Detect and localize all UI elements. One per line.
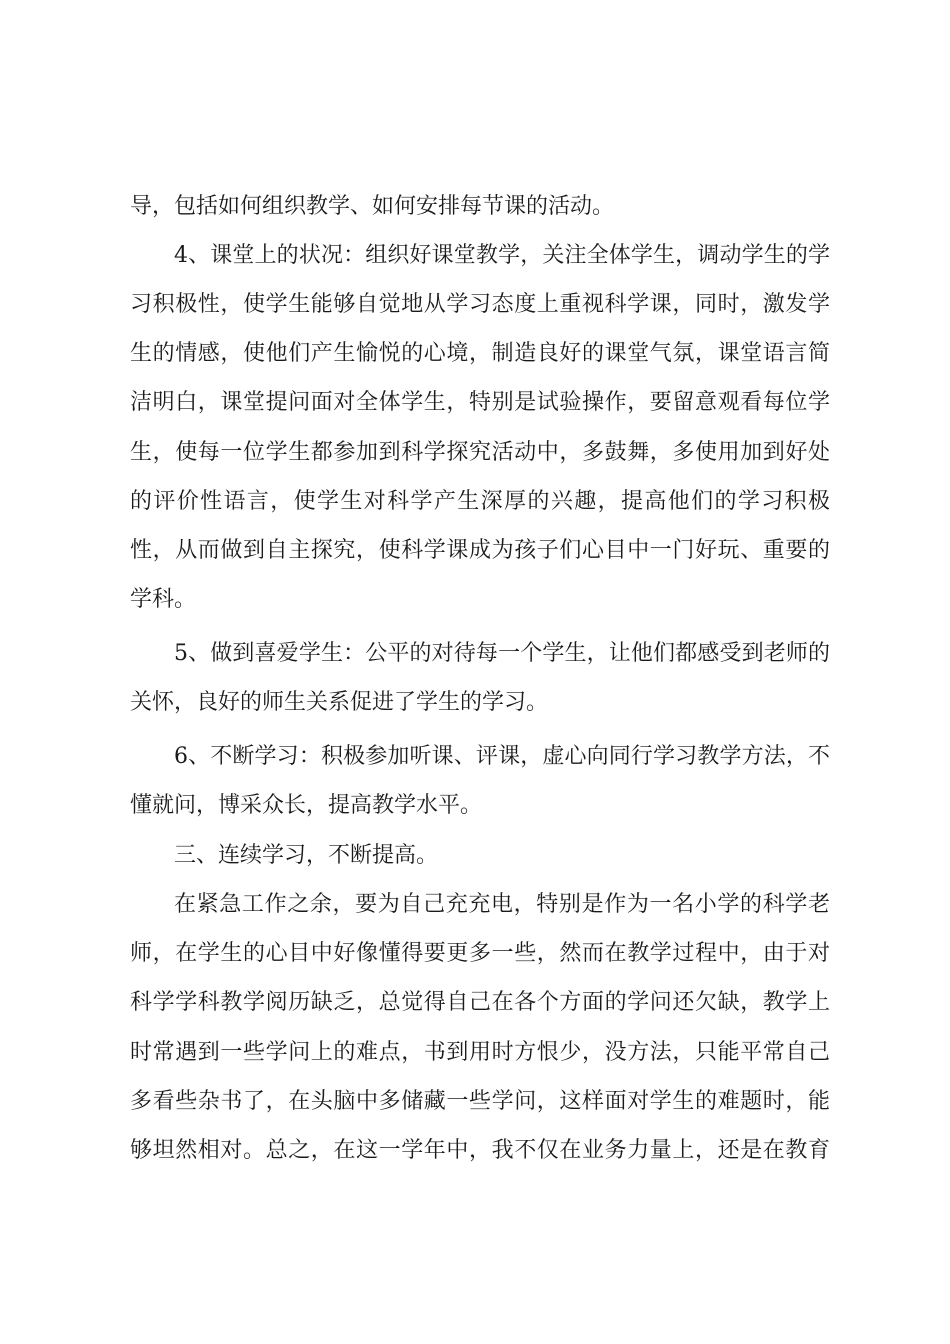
text-line: 关怀，良好的师生关系促进了学生的学习。	[130, 690, 549, 715]
text-line: 多看些杂书了，在头脑中多储藏一些学问，这样面对学生的难题时，能	[130, 1089, 830, 1114]
text-line: 懂就问，博采众长，提高教学水平。	[130, 793, 483, 818]
text-line: 师，在学生的心目中好像懂得要更多一些，然而在教学过程中，由于对	[130, 941, 830, 966]
text-line: 生，使每一位学生都参加到科学探究活动中，多鼓舞，多使用加到好处	[130, 440, 830, 465]
text-line: 时常遇到一些学问上的难点，书到用时方恨少，没方法，只能平常自己	[130, 1040, 830, 1065]
text-line: 洁明白，课堂提问面对全体学生，特别是试验操作，要留意观看每位学	[130, 390, 830, 415]
text-line: 生的情感，使他们产生愉悦的心境，制造良好的课堂气氛，课堂语言简	[130, 341, 830, 366]
text-line: 够坦然相对。总之，在这一学年中，我不仅在业务力量上，还是在教育	[130, 1138, 830, 1163]
text-line: 的评价性语言，使学生对科学产生深厚的兴趣，提高他们的学习积极	[130, 489, 830, 514]
text-line: 4、课堂上的状况：组织好课堂教学，关注全体学生，调动学生的学	[174, 243, 830, 268]
text-line: 6、不断学习：积极参加听课、评课，虚心向同行学习教学方法，不	[174, 744, 830, 769]
section-heading: 三、连续学习，不断提高。	[174, 843, 439, 868]
text-line: 导，包括如何组织教学、如何安排每节课的活动。	[130, 194, 615, 219]
text-line: 性，从而做到自主探究，使科学课成为孩子们心目中一门好玩、重要的	[130, 538, 830, 563]
text-line: 科学学科教学阅历缺乏，总觉得自己在各个方面的学问还欠缺，教学上	[130, 990, 830, 1015]
text-line: 5、做到喜爱学生：公平的对待每一个学生，让他们都感受到老师的	[174, 641, 830, 666]
text-line: 习积极性，使学生能够自觉地从学习态度上重视科学课，同时，激发学	[130, 292, 830, 317]
text-line: 学科。	[130, 587, 197, 612]
text-line: 在紧急工作之余，要为自己充充电，特别是作为一名小学的科学老	[174, 892, 830, 917]
